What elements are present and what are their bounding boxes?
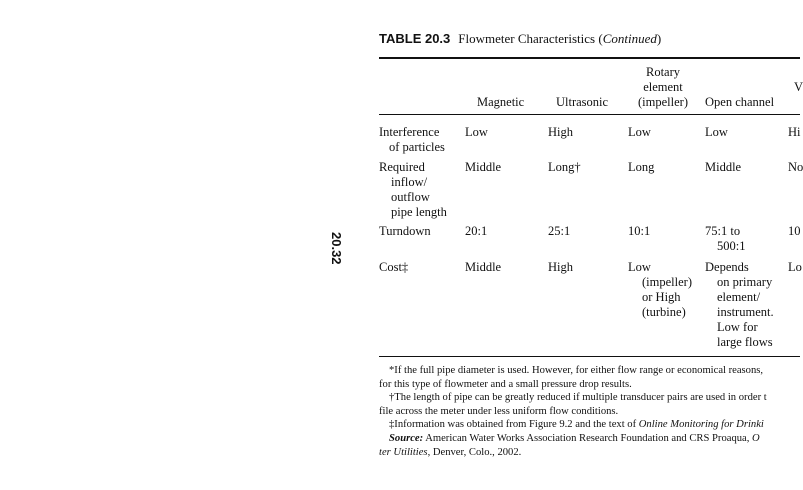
header-partial: V bbox=[794, 80, 803, 94]
footnote-dagger-line2: file across the meter under less uniform flow conditions. bbox=[379, 405, 619, 417]
row-label-inflow: Required inflow/ outflow pipe length bbox=[379, 160, 447, 219]
cell-cost-open-channel: Depends on primary element/ instrument. Low for large flows bbox=[705, 260, 774, 349]
cell-turndown-ultrasonic: 25:1 bbox=[548, 224, 571, 238]
cell-cost-partial: Lo bbox=[788, 260, 802, 274]
cell-inflow-open-channel: Middle bbox=[705, 160, 742, 174]
table-header-rule bbox=[379, 114, 800, 115]
header-ultrasonic: Ultrasonic bbox=[556, 95, 609, 109]
table-caption bbox=[379, 31, 661, 47]
header-rotary-element: Rotary element (impeller) bbox=[638, 65, 688, 109]
row-label-interference: Interference of particles bbox=[379, 125, 445, 154]
cell-turndown-partial: 10 bbox=[788, 224, 801, 238]
table-bottom-rule bbox=[379, 356, 800, 357]
table-title: Flowmeter Characteristics (Continued) bbox=[458, 31, 662, 46]
row-label-cost: Cost‡ bbox=[379, 260, 409, 274]
header-magnetic: Magnetic bbox=[477, 95, 525, 109]
cell-inflow-partial: No bbox=[788, 160, 803, 174]
footnote-star-line1: *If the full pipe diameter is used. However, for either flow range or economical reasons, bbox=[389, 365, 764, 376]
header-open-channel: Open channel bbox=[705, 95, 775, 109]
cell-turndown-rotary: 10:1 bbox=[628, 224, 651, 238]
cell-inflow-rotary: Long bbox=[628, 160, 655, 174]
cell-turndown-magnetic: 20:1 bbox=[465, 224, 488, 238]
cell-interference-partial: Hi bbox=[788, 125, 801, 139]
footnote-dagger-line1: †The length of pipe can be greatly reduced if multiple transducer pairs are used in order t bbox=[389, 392, 767, 404]
table-label: TABLE 20.3 bbox=[379, 31, 451, 46]
footnote-source-line2: ter Utilities, Denver, Colo., 2002. bbox=[379, 446, 522, 458]
cell-inflow-ultrasonic: Long† bbox=[548, 160, 581, 174]
cell-cost-rotary: Low (impeller) or High (turbine) bbox=[628, 260, 692, 319]
page-number: 20.32 bbox=[329, 232, 344, 265]
cell-turndown-open-channel: 75:1 to 500:1 bbox=[705, 224, 746, 253]
table-footnotes bbox=[379, 364, 800, 459]
row-label-turndown: Turndown bbox=[379, 224, 431, 238]
cell-inflow-magnetic: Middle bbox=[465, 160, 502, 174]
footnote-ddagger: ‡Information was obtained from Figure 9.2 and the text of Online Monitoring for Drinki bbox=[389, 419, 764, 431]
footnote-source-line1: Source: American Water Works Association Research Foundation and CRS Proaqua, O bbox=[389, 432, 760, 444]
table-top-rule bbox=[379, 57, 800, 59]
cell-interference-rotary: Low bbox=[628, 125, 651, 139]
cell-cost-magnetic: Middle bbox=[465, 260, 502, 274]
cell-interference-open-channel: Low bbox=[705, 125, 728, 139]
cell-cost-ultrasonic: High bbox=[548, 260, 573, 274]
cell-interference-ultrasonic: High bbox=[548, 125, 573, 139]
footnote-star-line2: for this type of flowmeter and a small pressure drop results. bbox=[379, 378, 632, 390]
cell-interference-magnetic: Low bbox=[465, 125, 488, 139]
